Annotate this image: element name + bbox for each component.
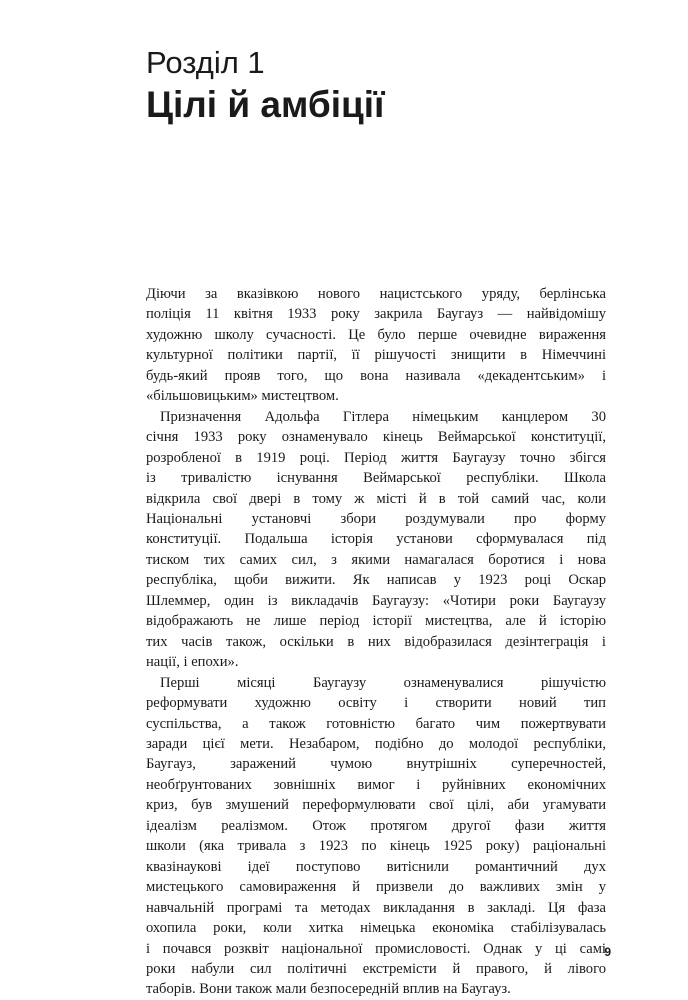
text-line: Діючи за вказівкою нового нацистського уряду, берлінська <box>146 286 606 302</box>
paragraph-3 <box>146 673 606 1000</box>
text-line: реформувати художню освіту і створити новий тип <box>146 695 606 712</box>
text-line: Шлеммер, один із викладачів Баугаузу: «Чотири роки Баугаузу <box>146 592 606 609</box>
text-line: відображають не лише період історії мистецтва, але й історію <box>146 613 606 630</box>
text-line: із тривалістю існування Веймарської республіки. Школа <box>146 470 606 487</box>
text-line: Перші місяці Баугаузу ознаменувалися рішучістю <box>160 674 606 691</box>
text-line: необґрунтованих зовнішніх вимог і руйнівних економічних <box>146 776 606 793</box>
text-line: республіка, щоби вижити. Як написав у 1923 році Оскар <box>146 572 606 589</box>
text-line: навчальній програмі та методах викладання в закладі. Ця фаза <box>146 899 606 916</box>
text-line: тих часів також, оскільки в них відобразилася дезінтеграція і <box>146 633 606 650</box>
text-line: поліція 11 квітня 1933 року закрила Баугауз — найвідомішу <box>146 306 606 323</box>
text-line: охопила роки, коли хитка німецька економіка стабілізувалась <box>146 920 606 937</box>
page-number: 9 <box>604 945 611 959</box>
text-line: «більшовицьким» мистецтвом. <box>146 388 339 405</box>
text-line: Баугауз, заражений чумою внутрішніх суперечностей, <box>146 756 606 773</box>
text-line: ідеалізм реалізмом. Отож протягом другої фази життя <box>146 817 606 834</box>
text-line: Національні установчі збори роздумували про форму <box>146 510 606 527</box>
text-line: будь-який прояв того, що вона називала «декадентським» і <box>146 367 606 384</box>
text-line: конституції. Подальша історія установи сформувалася під <box>146 531 606 548</box>
text-line: школи (яка тривала з 1923 по кінець 1925 року) раціональні <box>146 838 606 855</box>
text-line: роки набули сил політичні екстремісти й правого, й лівого <box>146 960 606 977</box>
text-line: нації, і епохи». <box>146 654 239 671</box>
chapter-label: Розділ 1 <box>146 45 265 80</box>
body-text <box>146 284 606 1000</box>
text-line: квазінаукові ідеї поступово витіснили романтичний дух <box>146 858 606 875</box>
text-line: суспільства, а також готовністю багато чим пожертвувати <box>146 715 606 732</box>
text-line: криз, був змушений переформулювати свої цілі, аби угамувати <box>146 797 606 814</box>
text-line: художню школу сучасності. Це було перше очевидне вираження <box>146 326 606 343</box>
paragraph-2 <box>146 407 606 673</box>
text-line: і почався розквіт національної промисловості. Однак у ці самі <box>146 940 606 957</box>
paragraph-1 <box>146 284 606 407</box>
text-line: заради цієї мети. Незабаром, подібно до молодої республіки, <box>146 735 606 752</box>
text-line: культурної політики партії, її рішучості знищити в Німеччині <box>146 347 606 364</box>
chapter-title: Цілі й амбіції <box>146 84 385 125</box>
text-line: відкрила свої двері в тому ж місті й в той самий час, коли <box>146 490 606 507</box>
text-line: тиском тих самих сил, з якими намагалася боротися і нова <box>146 551 606 568</box>
text-line: січня 1933 року ознаменувало кінець Веймарської конституції, <box>146 429 606 446</box>
text-line: розробленої в 1919 році. Період життя Баугаузу точно збігся <box>146 449 606 466</box>
text-line: мистецького самовираження й призвели до важливих змін у <box>146 879 606 896</box>
text-line: Призначення Адольфа Гітлера німецьким канцлером 30 <box>160 408 606 425</box>
text-line: таборів. Вони також мали безпосередній вплив на Баугауз. <box>146 981 511 998</box>
